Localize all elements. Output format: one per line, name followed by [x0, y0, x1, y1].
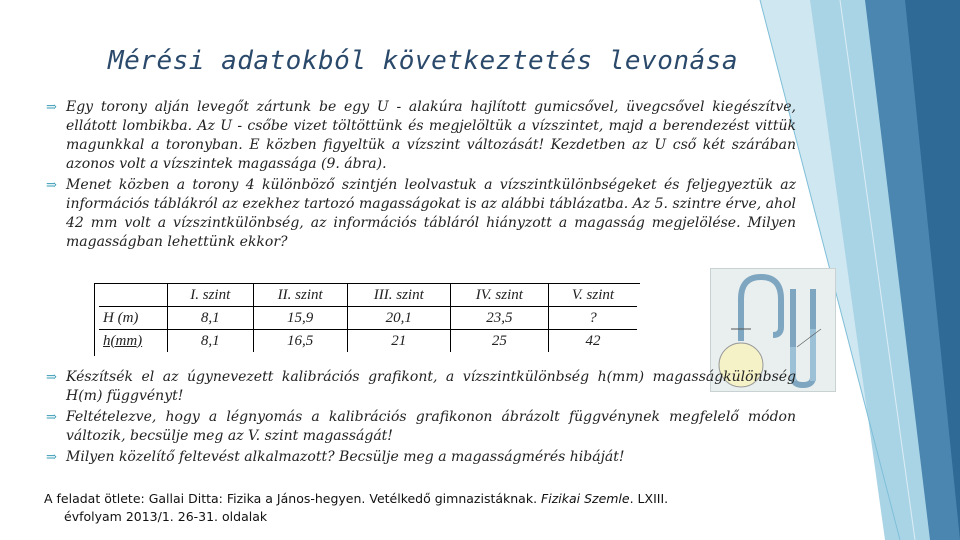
bullet-item — [44, 448, 796, 467]
bullet-text: Készítsék el az úgynevezett kalibrációs grafikont, a vízszintkülönbség h(mm) magasságkülönbség H(m) függvényt! — [66, 369, 796, 404]
table-header-cell: III. szint — [347, 284, 450, 307]
reference-rest: évfolyam 2013/1. 26-31. oldalak — [64, 509, 268, 524]
arrow-bullet-icon: ⇒ — [46, 450, 57, 465]
table-row — [99, 307, 637, 330]
intro-bullets — [44, 98, 796, 254]
table-row — [99, 330, 637, 353]
table-header-cell — [99, 284, 168, 307]
bullet-item — [44, 368, 796, 406]
row-label: H (m) — [99, 307, 168, 330]
bullet-text: Feltételezve, hogy a légnyomás a kalibrációs grafikonon ábrázolt függvénynek megfelelő módon változik, becsülje meg az V. szint magasságát! — [66, 409, 796, 444]
measurement-table — [94, 283, 640, 356]
table-cell: 21 — [347, 330, 450, 353]
table-cell: 25 — [450, 330, 548, 353]
table-cell: 15,9 — [253, 307, 347, 330]
bullet-text: Milyen közelítő feltevést alkalmazott? Becsülje meg a magasságmérés hibáját! — [66, 449, 625, 465]
arrow-bullet-icon: ⇒ — [46, 100, 57, 115]
source-reference — [44, 490, 804, 526]
table-cell: 20,1 — [347, 307, 450, 330]
bullet-text: Egy torony alján levegőt zártunk be egy U - alakúra hajlított gumicsővel, üvegcsővel kiegészítve, ellátott lombikba. Az U - csőbe vizet töltöttünk és megjelöltük a vízszintet, majd a berendezést vittük magunkkal a toronyban. E közben figyeltük a vízszint változását! Kezdetben az U cső két szárában azonos volt a vízszintek magassága (9. ábra). — [66, 99, 796, 172]
table-header-cell: IV. szint — [450, 284, 548, 307]
bullet-item — [44, 408, 796, 446]
row-label: h(mm) — [99, 330, 168, 353]
table-cell: ? — [548, 307, 637, 330]
table-cell: 8,1 — [168, 307, 254, 330]
table-header-cell: II. szint — [253, 284, 347, 307]
arrow-bullet-icon: ⇒ — [46, 410, 57, 425]
reference-prefix: A feladat ötlete: Gallai Ditta: Fizika a János-hegyen. Vetélkedő gimnazistáknak. — [44, 491, 542, 506]
table-cell: 8,1 — [168, 330, 254, 353]
arrow-bullet-icon: ⇒ — [46, 178, 57, 193]
reference-suffix: . LXIII. — [629, 491, 669, 506]
task-bullets — [44, 368, 796, 469]
table-cell: 23,5 — [450, 307, 548, 330]
table-header-cell: I. szint — [168, 284, 254, 307]
bullet-text: Menet közben a torony 4 különböző szintjén leolvastuk a vízszintkülönbségeket és feljegyeztük az információs táblákról az ezekhez tartozó magasságokat is az alábbi táblázatba. Az 5. szintre érve, ahol 42 mm volt a vízszintkülönbség, az információs tábláról hiányzott a magasság megjelölése. Milyen magasságban lehettünk ekkor? — [66, 177, 796, 250]
reference-journal: Fizikai Szemle — [541, 491, 630, 506]
table-header-cell: V. szint — [548, 284, 637, 307]
bullet-item — [44, 98, 796, 174]
slide-title: Mérési adatokból következtetés levonása — [108, 46, 738, 76]
bullet-item — [44, 176, 796, 252]
table-cell: 42 — [585, 332, 601, 349]
table-cell: 16,5 — [253, 330, 347, 353]
arrow-bullet-icon: ⇒ — [46, 370, 57, 385]
